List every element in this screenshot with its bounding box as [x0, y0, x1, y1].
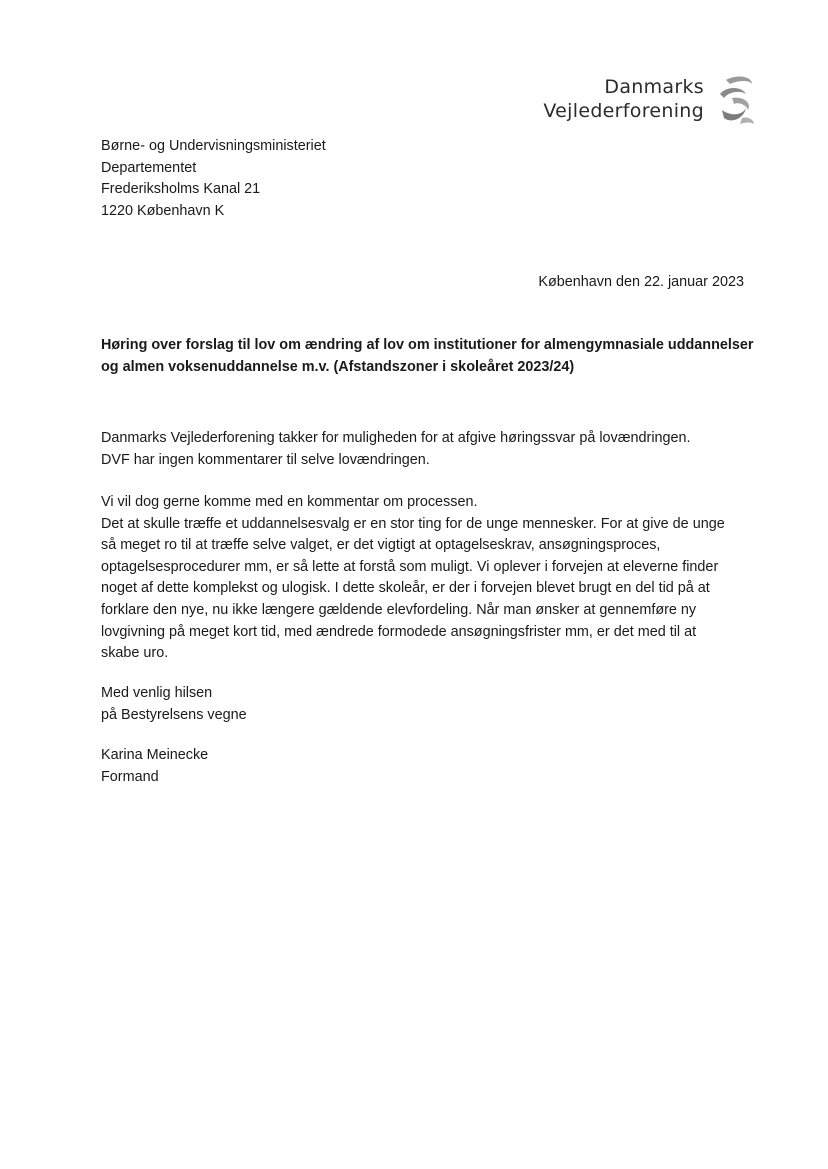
- logo-text-line1: Danmarks: [604, 76, 704, 98]
- closing-line: Med venlig hilsen: [101, 685, 213, 701]
- body-line: Vi vil dog gerne komme med en kommentar om processen.: [101, 494, 478, 510]
- body-line: lovgivning på meget kort tid, med ændrede formodede ansøgningsfrister mm, er det med til at: [101, 623, 697, 640]
- signature-block: [101, 745, 208, 788]
- letter-date: København den 22. januar 2023: [538, 274, 744, 290]
- logo-text-line2: Vejlederforening: [543, 100, 704, 122]
- body-line: Danmarks Vejlederforening takker for muligheden for at afgive høringssvar på lovændringen.: [101, 430, 691, 446]
- logo-swirl-icon: [712, 72, 760, 128]
- closing-line: på Bestyrelsens vegne: [101, 706, 247, 723]
- closing-salutation: [101, 683, 247, 726]
- address-line: Frederiksholms Kanal 21: [101, 181, 261, 198]
- subject-line: Høring over forslag til lov om ændring af lov om institutioner for almengymnasiale uddannelser: [101, 337, 754, 353]
- body-line: Det at skulle træffe et uddannelsesvalg er en stor ting for de unge mennesker. For at give de unge: [101, 515, 725, 532]
- organization-logo: [540, 72, 770, 132]
- body-paragraph-1: [101, 428, 691, 471]
- address-line: 1220 København K: [101, 202, 225, 219]
- recipient-address: [101, 136, 326, 222]
- body-line: DVF har ingen kommentarer til selve lovændringen.: [101, 451, 430, 468]
- subject-line: og almen voksenuddannelse m.v. (Afstandszoner i skoleåret 2023/24): [101, 359, 575, 375]
- signer-name: Karina Meinecke: [101, 747, 209, 763]
- body-line: noget af dette komplekst og ulogisk. I dette skoleår, er der i forvejen blevet brugt en del tid på at: [101, 580, 710, 597]
- body-line: optagelsesprocedurer mm, er så lette at forstå som muligt. Vi oplever i forvejen at eleverne finder: [101, 558, 719, 575]
- body-line: skabe uro.: [101, 645, 169, 662]
- letter-subject: [101, 334, 753, 378]
- address-line: Departementet: [101, 159, 197, 176]
- body-paragraph-2: [101, 492, 725, 665]
- body-line: så meget ro til at træffe selve valget, er det vigtigt at optagelseskrav, ansøgningsproces,: [101, 537, 661, 554]
- signer-title: Formand: [101, 768, 159, 785]
- address-line: Børne- og Undervisningsministeriet: [101, 138, 326, 154]
- body-line: forklare den nye, nu ikke længere gældende elevfordeling. Når man ønsker at gennemføre ny: [101, 601, 697, 618]
